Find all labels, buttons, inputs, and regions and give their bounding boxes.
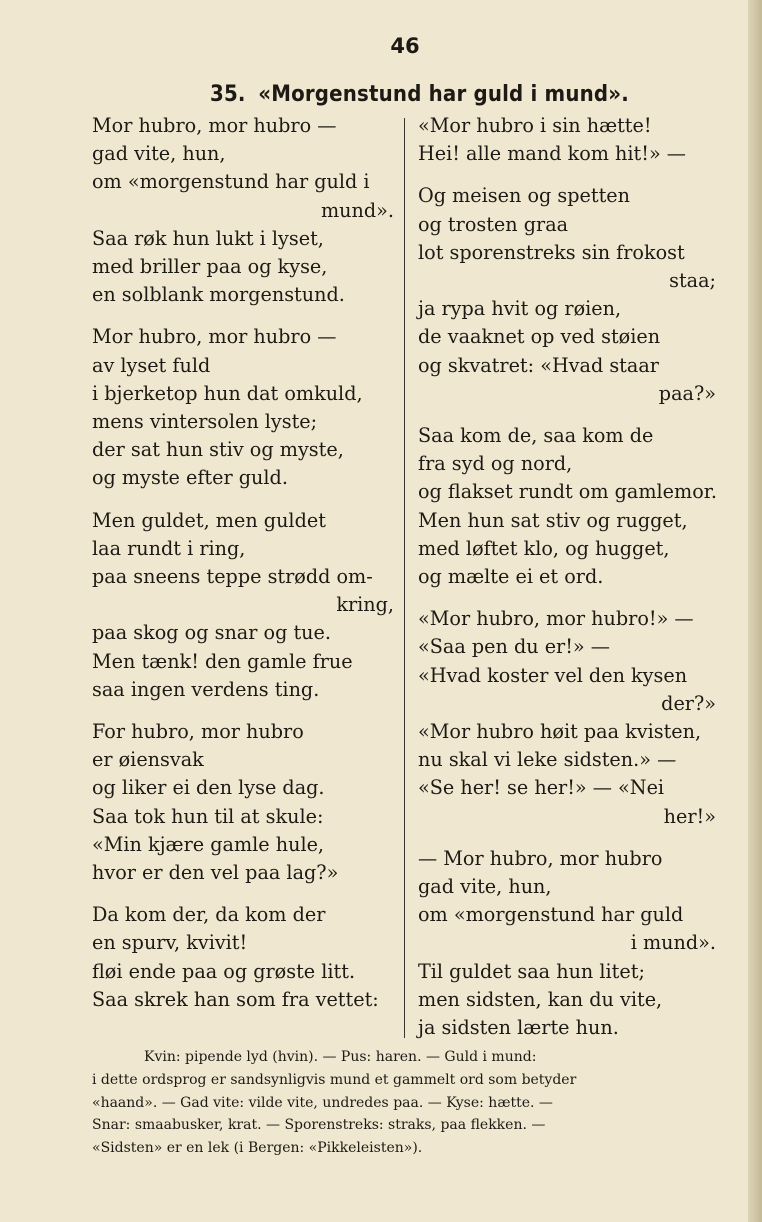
stanza xyxy=(92,507,394,704)
stanza xyxy=(92,323,394,492)
verse-line: Men hun sat stiv og rugget, xyxy=(418,508,688,532)
verse-line: Saa tok hun til at skule: xyxy=(92,804,324,828)
verse-line: og mælte ei et ord. xyxy=(418,565,604,589)
stanza xyxy=(92,901,394,1014)
verse-line: kring, xyxy=(336,593,394,617)
verse-line: Da kom der, da kom der xyxy=(92,903,326,927)
verse-line: Til guldet saa hun litet; xyxy=(418,959,645,983)
verse-line: er øiensvak xyxy=(92,748,204,772)
verse-line: gad vite, hun, xyxy=(92,142,226,166)
verse-line: ja rypa hvit og røien, xyxy=(418,297,622,321)
verse-line: lot sporenstreks sin frokost xyxy=(418,240,685,264)
verse-line: paa?» xyxy=(658,381,716,405)
footnote-line: Snar: smaabusker, krat. — Sporenstreks: straks, paa flekken. — xyxy=(92,1117,546,1134)
verse-line: saa ingen verdens ting. xyxy=(92,677,320,701)
verse-line: en spurv, kvivit! xyxy=(92,931,248,955)
verse-line: Hei! alle mand kom hit!» — xyxy=(418,142,686,166)
verse-line: men sidsten, kan du vite, xyxy=(418,987,663,1011)
footnote-line: i dette ordsprog er sandsynligvis mund et gammelt ord som betyder xyxy=(92,1071,577,1088)
verse-line: av lyset fuld xyxy=(92,353,211,377)
column-divider xyxy=(404,118,405,1038)
verse-line: Mor hubro, mor hubro — xyxy=(92,114,337,137)
verse-line: Og meisen og spetten xyxy=(418,184,631,208)
verse-line: og skvatret: «Hvad staar xyxy=(418,353,659,377)
right-column xyxy=(418,112,716,1056)
verse-line: ja sidsten lærte hun. xyxy=(418,1016,619,1040)
verse-line: «Min kjære gamle hule, xyxy=(92,832,325,856)
verse-line: en solblank morgenstund. xyxy=(92,283,345,307)
verse-line: mens vintersolen lyste; xyxy=(92,410,318,434)
verse-line: her!» xyxy=(663,804,716,828)
verse-line: med løftet klo, og hugget, xyxy=(418,536,670,560)
left-column xyxy=(92,112,394,1028)
verse-line: Mor hubro, mor hubro — xyxy=(92,325,337,349)
stanza xyxy=(92,112,394,309)
stanza xyxy=(418,112,716,168)
stanza xyxy=(418,845,716,1042)
verse-line: Men tænk! den gamle frue xyxy=(92,649,353,673)
verse-line: For hubro, mor hubro xyxy=(92,720,304,744)
verse-line: paa skog og snar og tue. xyxy=(92,621,331,645)
page-number: 46 xyxy=(390,34,420,58)
verse-line: laa rundt i ring, xyxy=(92,536,246,560)
verse-line: paa sneens teppe strødd om- xyxy=(92,565,373,589)
verse-line: Saa kom de, saa kom de xyxy=(418,424,654,448)
page-edge xyxy=(748,0,762,1222)
verse-line: om «morgenstund har guld xyxy=(418,903,684,927)
stanza xyxy=(92,718,394,887)
verse-line: «Mor hubro i sin hætte! xyxy=(418,114,652,137)
verse-line: Saa skrek han som fra vettet: xyxy=(92,987,379,1011)
verse-line: «Saa pen du er!» — xyxy=(418,635,610,659)
verse-line: de vaaknet op ved støien xyxy=(418,325,661,349)
verse-line: «Mor hubro, mor hubro!» — xyxy=(418,607,694,631)
verse-line: mund». xyxy=(320,198,394,222)
stanza xyxy=(418,182,716,408)
verse-line: og flakset rundt om gamlemor. xyxy=(418,480,717,504)
verse-line: om «morgenstund har guld i xyxy=(92,170,370,194)
verse-line: og liker ei den lyse dag. xyxy=(92,776,325,800)
verse-line: «Se her! se her!» — «Nei xyxy=(418,776,665,800)
verse-line: fløi ende paa og grøste litt. xyxy=(92,959,356,983)
verse-line: gad vite, hun, xyxy=(418,875,552,899)
poem-title: «Morgenstund har guld i mund». xyxy=(258,82,629,107)
verse-line: staa; xyxy=(669,269,716,293)
verse-line: i mund». xyxy=(630,931,716,955)
stanza xyxy=(418,605,716,831)
verse-line: i bjerketop hun dat omkuld, xyxy=(92,381,363,405)
verse-line: fra syd og nord, xyxy=(418,452,573,476)
stanza xyxy=(418,422,716,591)
poem-number: 35. xyxy=(210,82,246,107)
verse-line: med briller paa og kyse, xyxy=(92,255,328,279)
verse-line: «Hvad koster vel den kysen xyxy=(418,663,688,687)
poem-heading xyxy=(210,82,629,107)
verse-line: Men guldet, men guldet xyxy=(92,508,326,532)
verse-line: der?» xyxy=(661,691,716,715)
verse-line: der sat hun stiv og myste, xyxy=(92,438,344,462)
verse-line: «Mor hubro høit paa kvisten, xyxy=(418,720,702,744)
verse-line: Saa røk hun lukt i lyset, xyxy=(92,226,324,250)
footnote-line: Kvin: pipende lyd (hvin). — Pus: haren. — Guld i mund: xyxy=(144,1049,537,1065)
verse-line: og trosten graa xyxy=(418,212,569,236)
verse-line: — Mor hubro, mor hubro xyxy=(418,846,663,870)
footnote-line: «haand». — Gad vite: vilde vite, undredes paa. — Kyse: hætte. — xyxy=(92,1094,553,1111)
verse-line: hvor er den vel paa lag?» xyxy=(92,861,339,885)
footnotes xyxy=(92,1046,718,1160)
footnote-line: «Sidsten» er en lek (i Bergen: «Pikkeleisten»). xyxy=(92,1140,423,1157)
verse-line: nu skal vi leke sidsten.» — xyxy=(418,748,677,772)
verse-line: og myste efter guld. xyxy=(92,466,288,490)
